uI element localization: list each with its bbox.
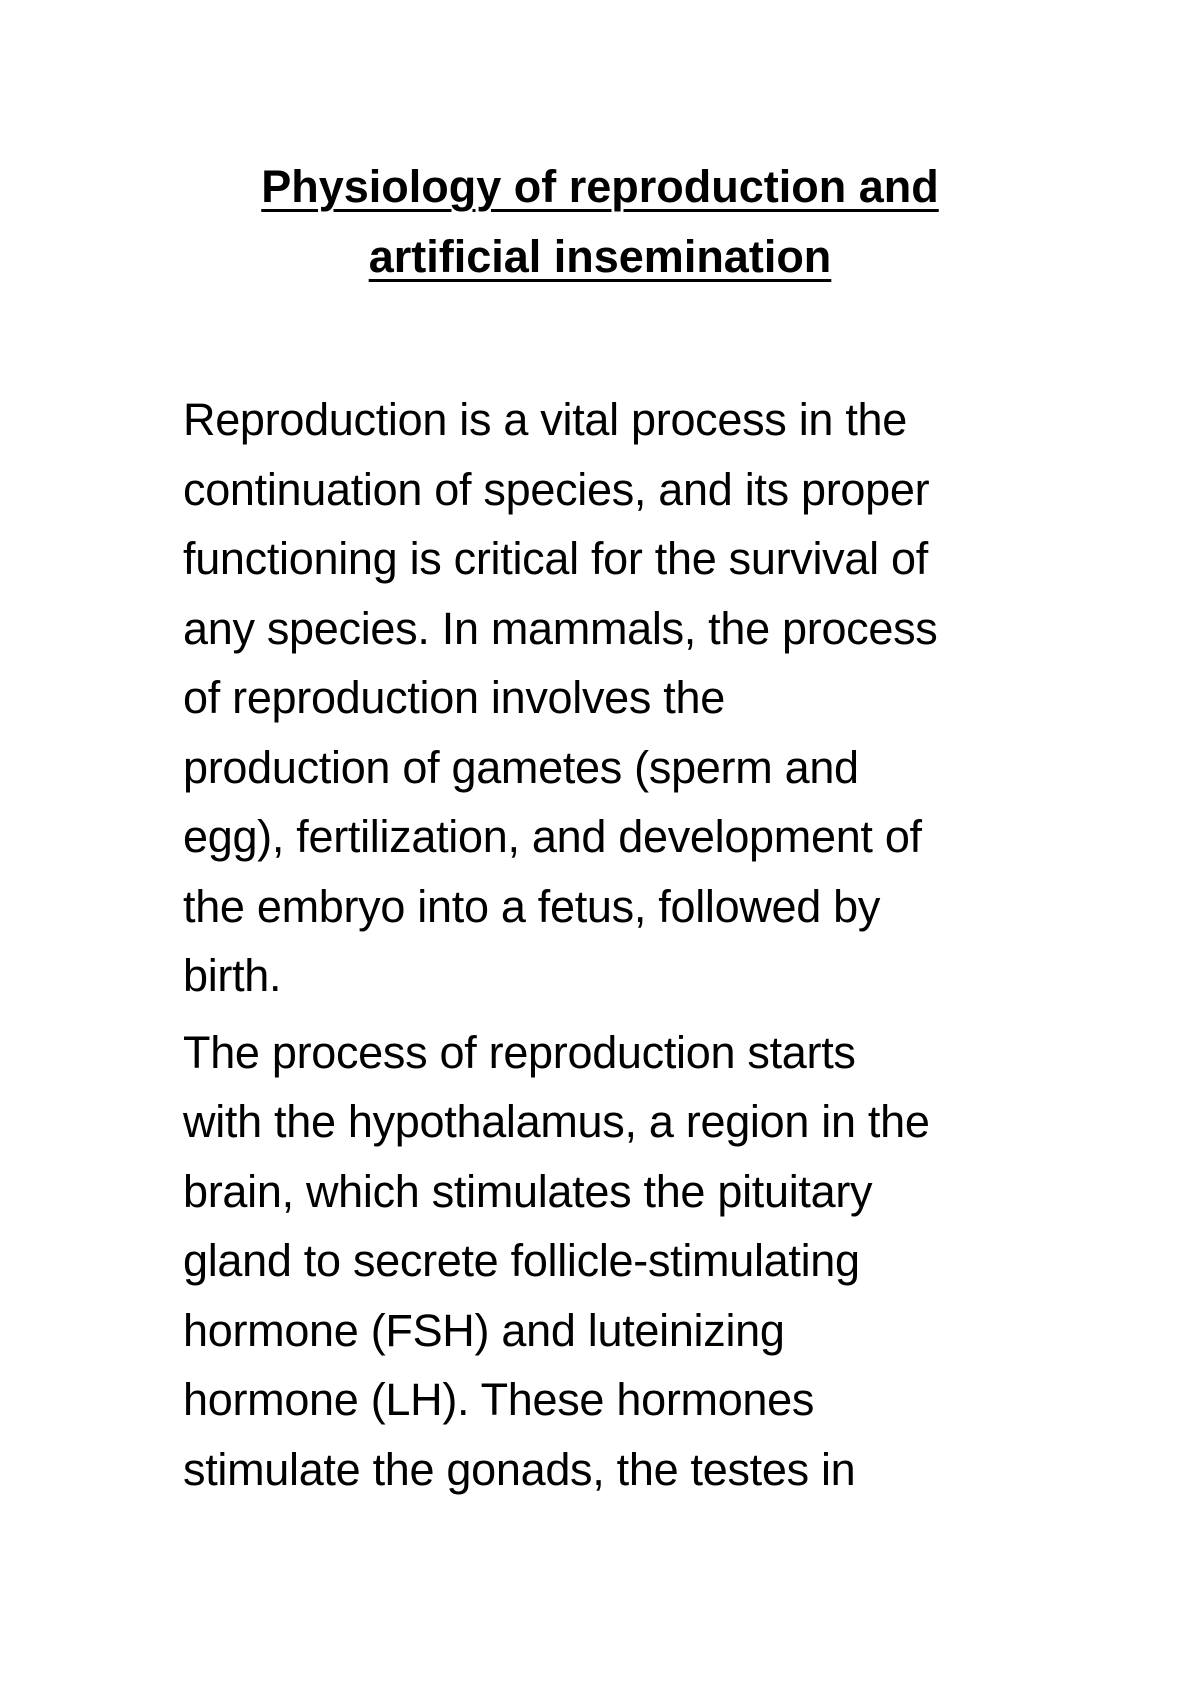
paragraph-hormonal-process (183, 1018, 1043, 1505)
title-line: artificial insemination (368, 231, 832, 282)
text-line: production of gametes (sperm and (183, 741, 859, 793)
text-line: gland to secrete follicle-stimulating (183, 1235, 860, 1286)
text-line: The process of reproduction starts (183, 1026, 856, 1078)
paragraph-reproduction-overview (183, 385, 1043, 1011)
text-line: egg), fertilization, and development of (183, 811, 922, 862)
title-line: Physiology of reproduction and (261, 161, 939, 212)
text-line: hormone (LH). These hormones (183, 1374, 815, 1425)
text-line: stimulate the gonads, the testes in (183, 1443, 856, 1495)
text-line: any species. In mammals, the process (183, 602, 938, 654)
text-line: with the hypothalamus, a region in the (183, 1096, 930, 1147)
text-line: birth. (183, 950, 282, 1001)
text-line: continuation of species, and its proper (183, 463, 930, 515)
document-body (183, 385, 1043, 1504)
document-title (0, 152, 1200, 292)
text-line: brain, which stimulates the pituitary (183, 1165, 873, 1217)
text-line: of reproduction involves the (183, 672, 725, 723)
text-line: hormone (FSH) and luteinizing (183, 1304, 785, 1356)
text-line: Reproduction is a vital process in the (183, 394, 907, 445)
text-line: the embryo into a fetus, followed by (183, 880, 881, 932)
text-line: functioning is critical for the survival of (183, 533, 928, 584)
